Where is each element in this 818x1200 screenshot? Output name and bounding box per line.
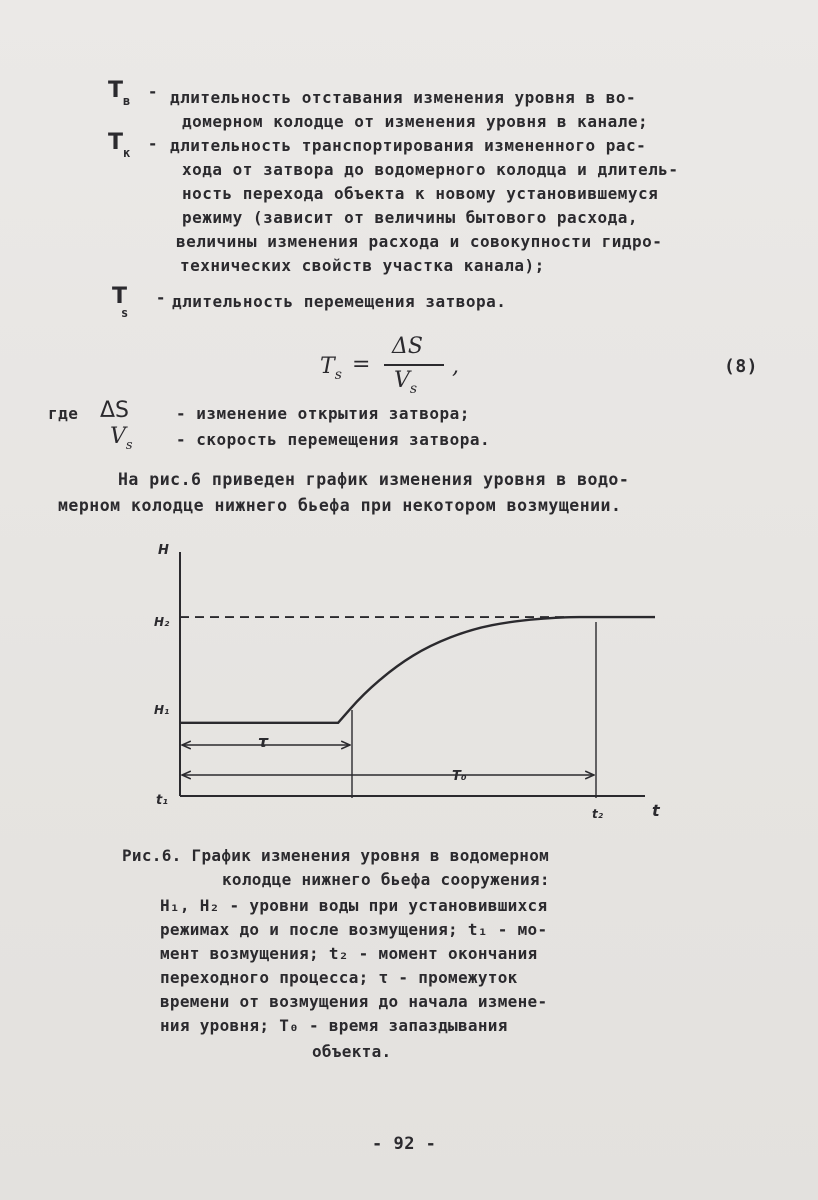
formula-comma: , — [452, 354, 459, 379]
formula-lhs: $T_s$ — [320, 354, 342, 383]
definition-tv — [108, 78, 159, 108]
where-symbol: $V_s$ — [110, 424, 133, 453]
x-tick-t1: t₁ — [156, 793, 168, 808]
definition-dash: - — [147, 134, 159, 153]
page-number: - 92 - — [372, 1134, 437, 1154]
definition-symbol: T — [112, 284, 128, 309]
definition-line: домерном колодце от изменения уровня в канале; — [182, 112, 649, 131]
y-tick-h2: H₂ — [154, 615, 170, 629]
definition-symbol: T — [108, 78, 124, 103]
definition-subscript: к — [123, 146, 131, 160]
caption-title-line: Рис.6. График изменения уровня в водомерном — [122, 846, 550, 865]
definition-subscript: в — [123, 94, 131, 108]
definition-dash: - — [147, 82, 159, 101]
formula-numerator: ΔS — [392, 334, 423, 359]
definition-line: ность перехода объекта к новому установившемуся — [182, 184, 659, 203]
caption-body-line: режимах до и после возмущения; t₁ - мо- — [160, 920, 548, 939]
definition-tk — [108, 130, 159, 160]
definition-line: величины изменения расхода и совокупности гидро- — [176, 232, 663, 251]
caption-body-line: H₁, H₂ - уровни воды при установившихся — [160, 896, 548, 915]
formula-denominator: $V_s$ — [394, 368, 418, 397]
formula-equals: = — [352, 352, 371, 377]
where-label: где — [48, 404, 79, 423]
definition-line: длительность перемещения затвора. — [172, 292, 507, 311]
caption-body-line: времени от возмущения до начала измене- — [160, 992, 548, 1011]
definition-ts — [112, 284, 167, 320]
where-symbol: ΔS — [100, 398, 130, 423]
where-text: - изменение открытия затвора; — [176, 404, 470, 423]
level-change-chart — [140, 540, 680, 830]
x-tick-t2: t₂ — [592, 807, 603, 821]
caption-body-line: переходного процесса; τ - промежуток — [160, 968, 518, 987]
caption-body-line: объекта. — [312, 1042, 392, 1061]
definition-symbol: T — [108, 130, 124, 155]
where-text: - скорость перемещения затвора. — [176, 430, 491, 449]
definition-line: хода от затвора до водомерного колодца и длитель- — [182, 160, 679, 179]
caption-body-line: мент возмущения; t₂ - момент окончания — [160, 944, 538, 963]
y-axis-label: H — [158, 543, 169, 558]
y-tick-h1: H₁ — [154, 703, 170, 717]
caption-body-line: ния уровня; T₀ - время запаздывания — [160, 1016, 508, 1035]
definition-line: длительность транспортирования измененного рас- — [170, 136, 647, 155]
level-curve — [180, 617, 655, 723]
definition-dash: - — [155, 288, 167, 307]
equation-number: (8) — [724, 356, 759, 377]
fraction-bar — [384, 364, 444, 366]
definition-line: технических свойств участка канала); — [180, 256, 545, 275]
definition-subscript: s — [121, 306, 129, 320]
paragraph-line: На рис.6 приведен график изменения уровня в водо- — [118, 470, 630, 489]
definition-line: режиму (зависит от величины бытового расхода, — [182, 208, 638, 227]
x-axis-label: t — [652, 801, 660, 820]
tau-label: τ — [258, 732, 269, 751]
caption-title-line: колодце нижнего бьефа сооружения: — [222, 870, 550, 889]
paragraph-line: мерном колодце нижнего бьефа при некотором возмущении. — [58, 496, 622, 515]
definition-line: длительность отставания изменения уровня в во- — [170, 88, 637, 107]
t0-label: T₀ — [452, 769, 467, 784]
